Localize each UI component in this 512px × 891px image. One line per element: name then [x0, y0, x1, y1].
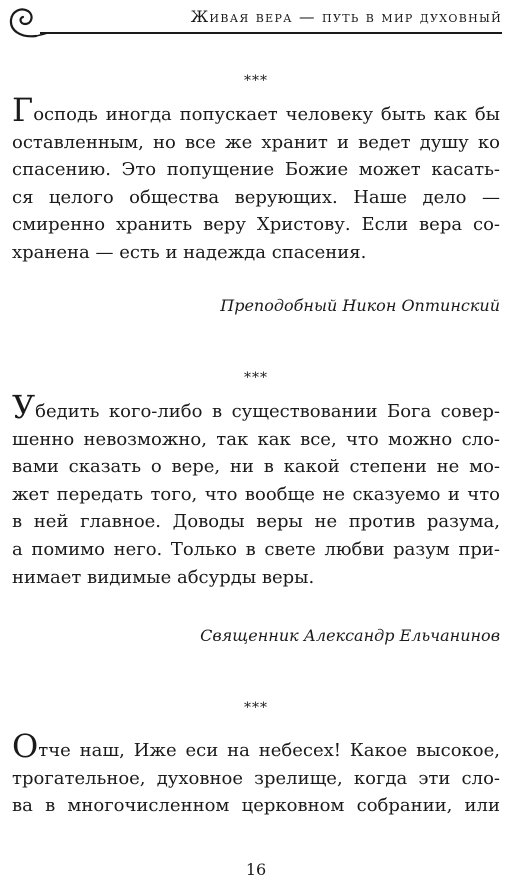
drop-cap: О — [12, 727, 39, 765]
text-line: ся целого общества верующих. Наше дело — — [12, 186, 500, 208]
text-line: шенно невозможно, так как все, что можно сло- — [12, 428, 500, 450]
text-line: хранена — есть и надежда спасения. — [12, 241, 367, 263]
quote-paragraph — [12, 91, 500, 267]
page-number: 16 — [245, 860, 267, 879]
text-line: трогательное, духовное зрелище, когда эти сло- — [12, 767, 500, 789]
text-line: смиренно хранить веру Христову. Если вера со- — [12, 214, 500, 236]
text-line: вами сказать о вере, ни в какой степени не мо- — [12, 456, 500, 478]
text-line: в ней главное. Доводы веры не против разума, — [12, 511, 500, 533]
section-separator: *** — [244, 73, 268, 89]
text-line: ва в многочисленном церковном собрании, или — [12, 795, 500, 817]
quote-author: Преподобный Никон Оптинский — [220, 296, 500, 315]
running-header — [0, 0, 512, 40]
quote-paragraph — [12, 727, 500, 820]
text-line: нимает видимые абсурды веры. — [12, 566, 315, 588]
text-line: а помимо него. Только в свете любви разум при- — [12, 538, 500, 560]
text-line: Отче наш, Иже еси на небесех! Какое высокое, — [12, 727, 500, 765]
drop-cap: У — [12, 388, 36, 426]
section-separator: *** — [244, 370, 268, 386]
quote-paragraph — [12, 388, 500, 591]
header-rule — [40, 32, 502, 34]
text-line: спасению. Это попущение Божие может касать- — [12, 159, 500, 181]
text-line: оставленным, но все же хранит и ведет душу ко — [12, 131, 500, 153]
text-line: жет передать того, что вообще не сказуемо и что — [12, 483, 500, 505]
text-line: Господь иногда попускает человеку быть как бы — [12, 91, 500, 129]
quote-author: Священник Александр Ельчанинов — [200, 626, 500, 645]
text-line: Убедить кого-либо в существовании Бога совер- — [12, 388, 500, 426]
drop-cap: Г — [12, 91, 34, 129]
section-separator: *** — [244, 700, 268, 716]
header-title: Живая вера — путь в мир духовный — [190, 8, 502, 26]
